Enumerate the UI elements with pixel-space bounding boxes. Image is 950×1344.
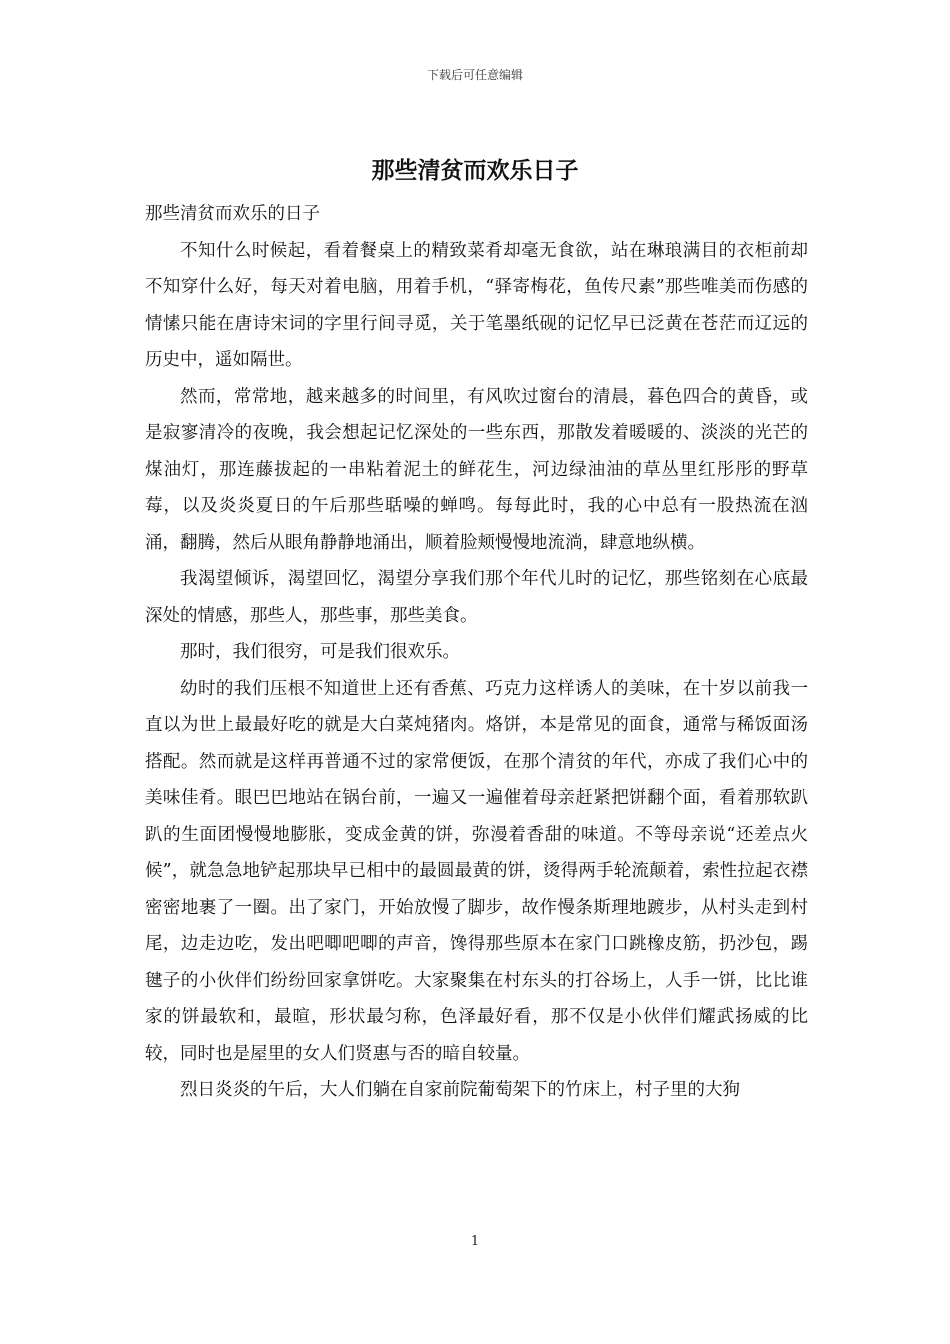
paragraph: 烈日炎炎的午后，大人们躺在自家前院葡萄架下的竹床上，村子里的大狗	[180, 1080, 740, 1100]
page-header: 下载后可任意编辑	[426, 68, 523, 82]
document-title: 那些清贫而欢乐日子	[371, 158, 579, 184]
paragraph: 幼时的我们压根不知道世上还有香蕉、巧克力这样诱人的美味，在十岁以前我一直以为世上最最好吃的就是大白菜炖猪肉。烙饼，本是常见的面食，通常与稀饭面汤搭配。然而就是这样再普通不过的家常便饭，在那个清贫的年代，亦成了我们心中的美味佳肴。眼巴巴地站在锅台前，一遍又一遍催着母亲赶紧把饼翻个面，看着那软趴趴的生面团慢慢地膨胀，变成金黄的饼，弥漫着香甜的味道。不等母亲说“还差点火候”，就急急地铲起那块早已相中的最圆最黄的饼，烫得两手轮流颠着，索性拉起衣襟密密地裹了一圈。出了家门，开始放慢了脚步，故作慢条斯理地踱步，从村头走到村尾，边走边吃，发出吧唧吧唧的声音，馋得那些原本在家门口跳橡皮筋，扔沙包，踢毽子的小伙伴们纷纷回家拿饼吃。大家聚集在村东头的打谷场上，人手一饼，比比谁家的饼最软和，最暄，形状最匀称，色泽最好看，那不仅是小伙伴们耀武扬威的比较，同时也是屋里的女人们贤惠与否的暗自较量。	[145, 678, 808, 1064]
document-body	[145, 196, 808, 1109]
paragraph: 然而，常常地，越来越多的时间里，有风吹过窗台的清晨，暮色四合的黄昏，或是寂寥清冷的夜晚，我会想起记忆深处的一些东西，那散发着暖暖的、淡淡的光芒的煤油灯，那连藤拔起的一串粘着泥土的鲜花生，河边绿油油的草丛里红彤彤的野草莓，以及炎炎夏日的午后那些聒噪的蝉鸣。每每此时，我的心中总有一股热流在汹涌，翻腾，然后从眼角静静地涌出，顺着脸颊慢慢地流淌，肆意地纵横。	[145, 386, 808, 553]
paragraph: 我渴望倾诉，渴望回忆，渴望分享我们那个年代儿时的记忆，那些铭刻在心底最深处的情感，那些人，那些事，那些美食。	[145, 569, 808, 626]
page-number: 1	[470, 1234, 480, 1249]
paragraph: 那时，我们很穷，可是我们很欢乐。	[180, 642, 460, 662]
paragraph: 不知什么时候起，看着餐桌上的精致菜肴却毫无食欲，站在琳琅满目的衣柜前却不知穿什么好，每天对着电脑，用着手机，“驿寄梅花，鱼传尺素”那些唯美而伤感的情愫只能在唐诗宋词的字里行间寻觅，关于笔墨纸砚的记忆早已泛黄在苍茫而辽远的历史中，遥如隔世。	[145, 240, 808, 370]
subtitle-line: 那些清贫而欢乐的日子	[145, 204, 320, 224]
